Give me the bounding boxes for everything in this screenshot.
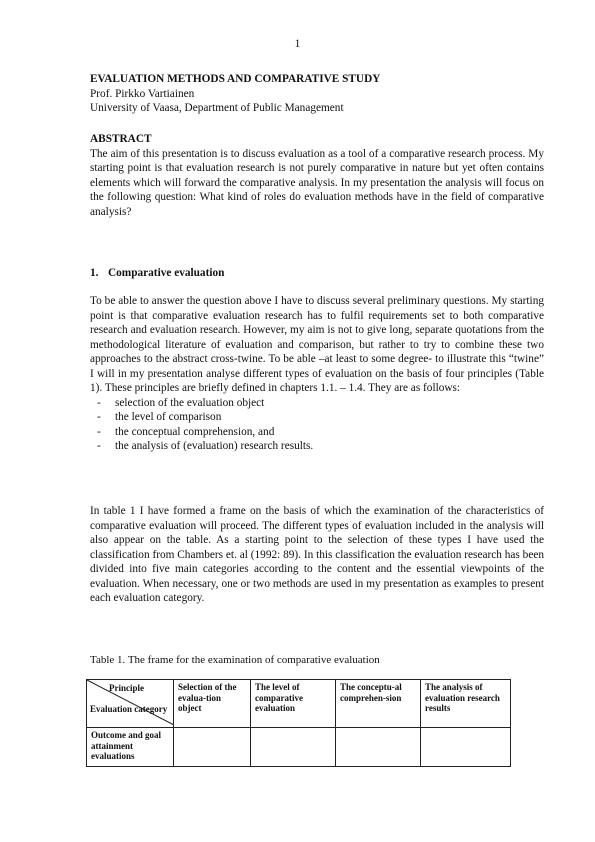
paragraph-2: In table 1 I have formed a frame on the basis of which the examination of the characteristics of comparative evaluation will proceed. The different types of evaluation included in the analysis will also appear on the table. As a starting point to the selection of these types I have used the classification from Chambers et. al (1992: 89). In this classification the evaluation research has been divided into five main categories according to the content and the essential viewpoints of the evaluation. When necessary, one or two methods are used in my presentation as examples to present each evaluation category.	[90, 505, 544, 604]
list-item-text: the conceptual comprehension, and	[115, 425, 275, 438]
list-item-text: the level of comparison	[115, 411, 222, 423]
list-item: - selection of the evaluation object	[97, 396, 265, 409]
abstract-section	[90, 132, 544, 219]
column-header: The conceptu-al comprehen-sion	[336, 680, 421, 728]
list-item: - the conceptual comprehension, and	[97, 425, 275, 438]
table-corner-cell	[87, 680, 174, 728]
column-header: The analysis of evaluation research results	[421, 680, 511, 728]
abstract-text: The aim of this presentation is to discuss evaluation as a tool of a comparative research process. My starting point is that evaluation research is not purely comparative in nature but yet often contains elements which will forward the comparative analysis. In my presentation the analysis will focus on the following question: What kind of roles do evaluation methods have in the field of comparative analysis?	[90, 147, 544, 218]
abstract-heading: ABSTRACT	[90, 133, 152, 145]
section-body-1	[90, 294, 544, 454]
corner-category-label: Evaluation category	[90, 704, 168, 714]
author-name: Prof. Pirkko Vartiainen	[90, 87, 195, 100]
table-cell	[174, 728, 251, 767]
section-heading	[90, 266, 544, 281]
table-caption: Table 1. The frame for the examination of comparative evaluation	[90, 654, 380, 666]
corner-principle-label: Principle	[109, 683, 144, 693]
table-cell	[336, 728, 421, 767]
document-header	[90, 72, 544, 116]
list-item-text: selection of the evaluation object	[115, 396, 265, 409]
frame-table	[86, 679, 511, 767]
document-title: EVALUATION METHODS AND COMPARATIVE STUDY	[90, 73, 381, 85]
section-title: Comparative evaluation	[108, 267, 225, 279]
section-number: 1.	[90, 267, 99, 279]
table-header-row	[87, 680, 511, 728]
list-item: - the analysis of (evaluation) research results.	[97, 440, 314, 452]
table-cell	[421, 728, 511, 767]
author-affiliation: University of Vaasa, Department of Public Management	[90, 102, 344, 114]
column-header: The level of comparative evaluation	[251, 680, 336, 728]
list-item-text: the analysis of (evaluation) research results.	[115, 440, 314, 452]
page-number: 1	[294, 38, 301, 50]
table-row	[87, 728, 511, 767]
paragraph-1: To be able to answer the question above I have to discuss several preliminary questions. My starting point is that comparative evaluation research has to fulfil requirements set to both comparative research and evaluation research. However, my aim is not to give long, separate quotations from the methodological literature of evaluation and comparison, but rather to try to combine these two approaches to the abstract cross-twine. To be able –at least to some degree- to illustrate this “twine” I will in my presentation analyse different types of evaluation on the basis of four principles (Table 1). These principles are briefly defined in chapters 1.1. – 1.4. They are as follows:	[90, 295, 544, 394]
row-label: Outcome and goal attainment evaluations	[87, 728, 174, 767]
principles-list	[90, 396, 544, 454]
table-cell	[251, 728, 336, 767]
list-item: - the level of comparison	[97, 411, 222, 423]
column-header: Selection of the evalua-tion object	[174, 680, 251, 728]
